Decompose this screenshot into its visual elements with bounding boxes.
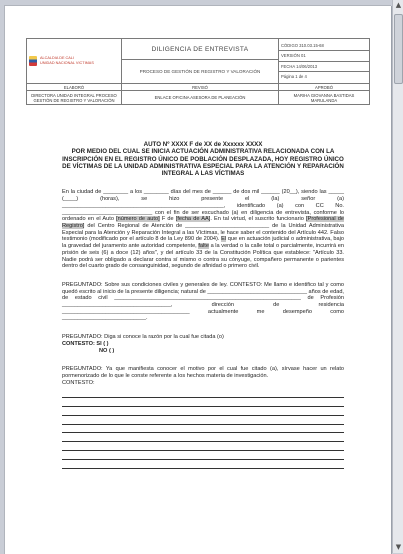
colombia-seal-icon (29, 56, 37, 66)
answer-line (62, 451, 344, 460)
intro-text-b: F de (161, 216, 174, 223)
answer-label: CONTESTO: (62, 379, 95, 386)
answer-line (62, 425, 344, 434)
answer-line (62, 389, 344, 398)
doc-meta-cell (279, 39, 370, 84)
process-cell (122, 60, 279, 84)
aprobo-label: APROBÓ (279, 84, 370, 91)
account-question (62, 366, 344, 386)
intro-text-c: . En tal virtud, el suscrito funcionario (210, 216, 304, 223)
doc-title: DILIGENCIA DE ENTREVISTA (151, 45, 249, 53)
process-name: PROCESO DE GESTIÓN DE REGISTRO Y VALORACIÓN (139, 69, 261, 74)
doc-code: CÓDIGO 310.03.15-68 (278, 41, 370, 52)
answer-line (62, 407, 344, 416)
answer-lines (62, 389, 344, 468)
document-body (62, 141, 344, 469)
doc-page: Página 1 de 4 (281, 74, 307, 79)
reviso-label: REVISÓ (122, 84, 279, 91)
logo-cell (27, 39, 122, 84)
answer-no: NO ( ) (99, 347, 115, 354)
document-header-table (26, 38, 370, 105)
aprobo-value: MARIHA GIOVANNA BASTIDAS MARULANDA (279, 91, 370, 105)
scrollbar-thumb[interactable] (394, 14, 403, 84)
civil-conditions-paragraph: PREGUNTADO: Sobre sus condiciones civiles y generales de ley. CONTESTO: Me llamo e identifico tal y como quedó escrito al inicio de la presente diligencia; natural de ________________________________ años de edad, de estado civil ____________________________________________________________ de Profesión ___________________________________, dirección de residencia _________________________________________ actualmente me desempeño como ___________________________. (62, 281, 344, 322)
intro-text-e: que en actuación judicial o administrativa, bajo la gravedad del juramento ante autoridad competente, (62, 236, 344, 250)
intro-text-d: del Centro Regional de Atención de ___________________________ de la Unidad Administrativa Especial para la Atención y Reparación Integral a las Víctimas, le hace saber el contenido del Artículo 442. Falso testimonio (modificado por el artículo 8 de la Ley 890 de 2004). (62, 223, 344, 243)
highlight-auto-number: [número de auto] (116, 216, 160, 223)
answer-line (62, 398, 344, 407)
intro-paragraph (62, 189, 344, 269)
highlight-date: [fecha de AA] (175, 216, 211, 223)
elaboro-value: DIRECTORA UNIDAD INTEGRAL PROCESO GESTIÓN DE REGISTRO Y VALORACIÓN (27, 91, 122, 105)
answer-line (62, 460, 344, 469)
elaboro-label: ELABORÓ (27, 84, 122, 91)
highlight-el: El (221, 236, 227, 243)
auto-heading: AUTO Nº XXXX F de XX de Xxxxxx XXXX POR MEDIO DEL CUAL SE INICIA ACTUACIÓN ADMINISTRATIVA RELACIONADA CON LA INSCRIPCIÓN EN EL REGISTRO ÚNICO DE POBLACIÓN DESPLAZADA, HOY REGISTRO ÚNICO DE VÍCTIMAS DE LA UNIDAD ADMINISTRATIVA ESPECIAL PARA LA ATENCIÓN Y REPARACIÓN INTEGRAL A LAS VÍCTIMAS (62, 141, 344, 178)
scroll-up-arrow-icon[interactable]: ▲ (395, 1, 402, 9)
doc-version: VERSIÓN 01 (278, 51, 370, 62)
reviso-value: ENLACE OFICINA ASESORA DE PLANEACIÓN (122, 91, 279, 105)
reason-question-text: PREGUNTADO: Diga si conoce la razón por la cual fue citada (o) (62, 334, 224, 341)
answer-yes: CONTESTO: SI ( ) (62, 340, 109, 347)
answer-line (62, 442, 344, 451)
scroll-down-arrow-icon[interactable]: ▼ (395, 543, 402, 551)
highlight-falte: falte (198, 243, 209, 250)
reason-question (62, 334, 344, 354)
intro-text: En la ciudad de ________ a los ________ días del mes de ______ de dos mil ______ (20__), siendo las _____ (____) (horas), se hizo presente el (la) señor (a) ____________________________________________________, identificado (a) con CC No. _____________________________ con el fin de ser escuchado (a) en diligencia de entrevista, conforme lo ordenado en el Auto (62, 189, 344, 223)
answer-line (62, 416, 344, 425)
doc-title-cell (122, 39, 279, 60)
answer-line (62, 433, 344, 442)
account-question-text: PREGUNTADO: Ya que manifiesta conocer el motivo por el cual fue citado (a), sírvase hacer un relato pormenorizado de lo que le conste referente a los hechos materia de investigación. (62, 366, 344, 379)
vertical-scrollbar[interactable] (392, 0, 403, 553)
logo-text: ALCALDIA DE CALI UNIDAD NACIONAL VICTIMAS (40, 56, 94, 65)
intro-text-f: a la verdad o la calle total o parcialmente, incurrirá en prisión de seis (6) a doce (12) años", y del artículo 33 de la Constitución Política que establece: "Artículo 33. Nadie podrá ser obligado a declarar contra sí mismo o contra su cónyuge, compañero permanente o parientes dentro del cuarto grado de consanguinidad, segundo de afinidad o primero civil. (62, 243, 344, 270)
highlight-official: [Profesional de Registro] (62, 216, 344, 229)
doc-date: FECHA 14/06/2013 (278, 62, 370, 73)
